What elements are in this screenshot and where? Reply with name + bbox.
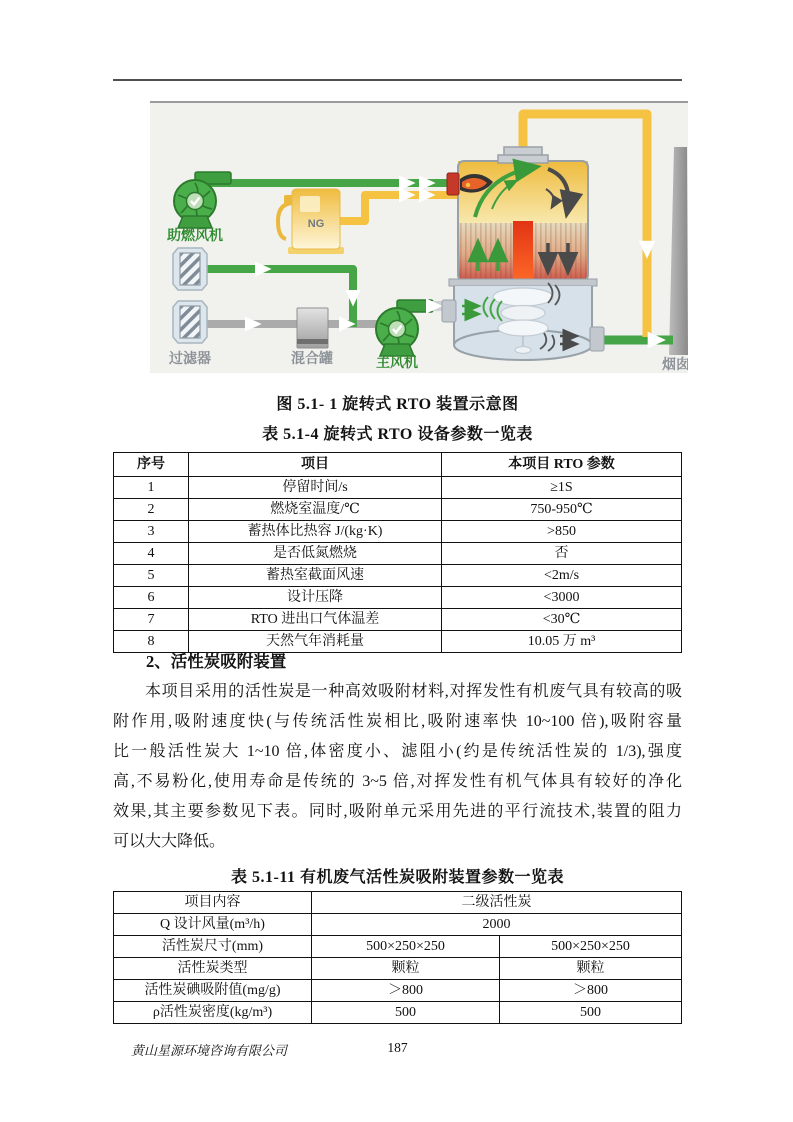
table-cell: 是否低氮燃烧 [189,543,442,565]
rto-diagram [150,101,688,373]
table-cell: 500 [500,1002,682,1024]
body-paragraph [113,677,682,857]
table-row [114,521,682,543]
table-cell: 4 [114,543,189,565]
header-rule [113,79,682,81]
table-cell: 蓄热体比热容 J/(kg·K) [189,521,442,543]
table1-header-cell: 项目 [189,453,442,477]
figure-caption: 图 5.1- 1 旋转式 RTO 装置示意图 [276,396,519,413]
table-cell: <3000 [442,587,682,609]
filter-icon [173,301,207,343]
table-cell: 7 [114,609,189,631]
table-cell: 天然气年消耗量 [189,631,442,653]
table1-header-cell: 序号 [114,453,189,477]
table-row-label: 活性炭碘吸附值(mg/g) [114,980,312,1002]
table-cell: 停留时间/s [189,477,442,499]
footer-company: 黄山星源环境咨询有限公司 [131,1043,288,1058]
table-cell: 5 [114,565,189,587]
table-row [114,499,682,521]
table-cell: 8 [114,631,189,653]
table-cell: RTO 进出口气体温差 [189,609,442,631]
table-cell: >850 [442,521,682,543]
table-row [114,543,682,565]
table-row [114,980,682,1002]
rto-parameters-table [113,452,682,653]
table-cell: 6 [114,587,189,609]
paragraph-line: 比一般活性炭大 1~10 倍,体密度小、滤阻小(约是传统活性炭的 1/3),强度 [113,743,682,760]
table-cell: 10.05 万 m³ [442,631,682,653]
table-row [114,587,682,609]
table2-title: 表 5.1-11 有机废气活性炭吸附装置参数一览表 [231,869,564,886]
table-cell: ≥1S [442,477,682,499]
table-row [114,958,682,980]
table-row [114,565,682,587]
table-row [114,1002,682,1024]
table-cell: 750-950℃ [442,499,682,521]
mixing-tank-label: 混合罐 [291,350,333,366]
table-cell: 颗粒 [500,958,682,980]
chimney-icon [669,147,688,355]
table-cell: 二级活性炭 [312,892,682,914]
chimney-label: 烟囱 [662,356,688,372]
table-cell: 蓄热室截面风速 [189,565,442,587]
rto-diagram-svg [150,103,688,373]
main-fan-icon [376,300,433,356]
table-cell: 2000 [312,914,682,936]
table-row-label: ρ活性炭密度(kg/m³) [114,1002,312,1024]
table-row-label: 活性炭类型 [114,958,312,980]
section-heading: 2、活性炭吸附装置 [146,652,287,671]
ng-label: NG [307,218,325,230]
table-header-row [114,453,682,477]
aux-fan-icon [174,172,231,228]
rto-vessel [442,147,604,360]
filtered-gas-pipe [205,269,353,327]
table-cell: 1 [114,477,189,499]
table1-title: 表 5.1-4 旋转式 RTO 设备参数一览表 [262,426,533,443]
paragraph-line: 本项目采用的活性炭是一种高效吸附材料,对挥发性有机废气具有较高的吸 [145,683,682,700]
table-cell: 500×250×250 [312,936,500,958]
table1-header-cell: 本项目 RTO 参数 [442,453,682,477]
table-cell: 500 [312,1002,500,1024]
table-row [114,936,682,958]
page-number: 187 [387,1040,408,1055]
paragraph-line: 可以大大降低。 [113,833,226,850]
table-row [114,914,682,936]
table-row [114,477,682,499]
table-cell: 3 [114,521,189,543]
filter-label: 过滤器 [169,350,211,366]
aux-fan-label: 助燃风机 [167,227,223,243]
table-cell: <2m/s [442,565,682,587]
table-cell: 否 [442,543,682,565]
paragraph-line: 高,不易粉化,使用寿命是传统的 3~5 倍,对挥发性有机气体具有较好的净化 [113,773,682,790]
paragraph-line: 效果,其主要参数见下表。同时,吸附单元采用先进的平行流技术,装置的阻力 [113,803,682,820]
table-cell: 500×250×250 [500,936,682,958]
table-row [114,609,682,631]
ng-pipe [336,195,460,221]
ng-pump-icon [278,189,344,254]
carbon-parameters-table [113,891,682,1024]
filter-icon [173,248,207,290]
table-row-label: 活性炭尺寸(mm) [114,936,312,958]
paragraph-line: 附作用,吸附速度快(与传统活性炭相比,吸附速率快 10~100 倍),吸附容量 [113,713,682,730]
table-cell: <30℃ [442,609,682,631]
main-fan-label: 主风机 [376,354,418,370]
table-cell: 燃烧室温度/℃ [189,499,442,521]
table-cell: 2 [114,499,189,521]
mixing-tank-icon [297,308,328,348]
table-cell: 颗粒 [312,958,500,980]
table-cell: ＞800 [500,980,682,1002]
table-row-label: Q 设计风量(m³/h) [114,914,312,936]
table-cell: ＞800 [312,980,500,1002]
table-cell: 设计压降 [189,587,442,609]
table-row-label: 项目内容 [114,892,312,914]
table-row [114,892,682,914]
